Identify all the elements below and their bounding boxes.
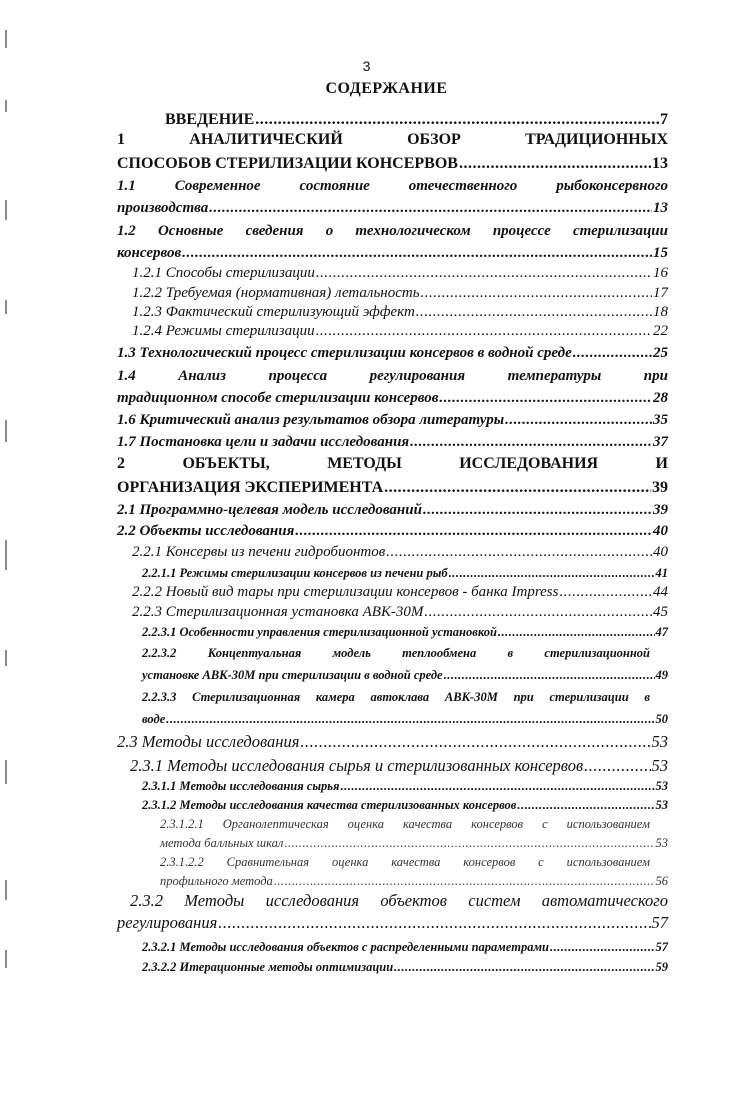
toc-entry-page: 53	[655, 836, 668, 850]
dot-leader	[274, 872, 655, 891]
dot-leader	[166, 708, 654, 730]
dot-leader	[416, 302, 652, 322]
dot-leader	[550, 936, 655, 958]
dot-leader	[295, 520, 652, 542]
toc-entry-title: 2.3.2.1 Методы исследования объектов с распределенными параметрами	[142, 940, 549, 954]
toc-entry-title: 2.3 Методы исследования	[117, 732, 300, 751]
dot-leader	[384, 476, 651, 500]
toc-entry[interactable]	[117, 365, 668, 409]
dot-leader	[498, 621, 655, 643]
toc-entry[interactable]	[132, 582, 668, 602]
toc-entry-title: 2.3.1 Методы исследования сырья и стерилизованных консервов	[130, 756, 584, 775]
toc-entry-title: 1.2.4 Режимы стерилизации	[132, 323, 315, 339]
toc-entry-title-line: 2.3.1.2.2 Сравнительная оценка качества консервов с использованием	[160, 855, 650, 869]
toc-entry-title-line: 2.2.3.2 Концептуальная модель теплообмена в стерилизационной	[142, 646, 650, 660]
toc-entry-page: 56	[655, 874, 668, 888]
dot-leader	[584, 755, 650, 777]
dot-leader	[459, 152, 651, 176]
toc-entry[interactable]	[117, 342, 668, 364]
toc-entry-title: воде	[142, 712, 166, 726]
page-number: 3	[362, 58, 371, 74]
toc-entry-page: 35	[653, 412, 668, 428]
toc-entry-page: 13	[652, 155, 668, 172]
toc-entry-title: установке АВК-30М при стерилизации в водной среде	[142, 668, 443, 682]
toc-entry[interactable]	[117, 520, 668, 542]
toc-entry-title: 1.6 Критический анализ результатов обзора литературы	[117, 412, 505, 428]
dot-leader	[559, 582, 652, 602]
dot-leader	[424, 602, 652, 622]
toc-entry[interactable]	[130, 755, 668, 777]
toc-entry-title: традиционном способе стерилизации консервов	[117, 390, 439, 406]
toc-entry[interactable]	[142, 956, 668, 978]
dot-leader	[505, 409, 652, 431]
toc-entry-page: 13	[653, 200, 668, 216]
toc-entry-title: ВВЕДЕНИЕ	[165, 111, 255, 128]
toc-entry-title: 2.2.3.1 Особенности управления стерилизационной установкой	[142, 625, 497, 639]
toc-entry-title: 2.2 Объекты исследования	[117, 523, 295, 539]
toc-entry-title: профильного метода	[160, 874, 273, 888]
toc-entry-title-line: 1 АНАЛИТИЧЕСКИЙ ОБЗОР ТРАДИЦИОННЫХ	[117, 131, 668, 148]
dot-leader	[316, 321, 652, 341]
dot-leader	[386, 542, 652, 562]
toc-entry-page: 40	[653, 523, 668, 539]
toc-entry-page: 39	[652, 479, 668, 496]
toc-entry-title-line: 2.3.1.2.1 Органолептическая оценка качества консервов с использованием	[160, 817, 650, 831]
toc-entry-title: 2.3.1.2 Методы исследования качества стерилизованных консервов	[142, 798, 517, 812]
toc-entry[interactable]	[142, 686, 668, 730]
toc-entry[interactable]	[132, 283, 668, 303]
dot-leader	[573, 342, 652, 364]
toc-entry-title: 2.2.1 Консервы из печени гидробионтов	[132, 544, 386, 560]
toc-entry[interactable]	[132, 542, 668, 562]
dot-leader	[423, 499, 652, 521]
scan-margin-marks	[2, 0, 12, 1000]
toc-entry[interactable]	[132, 602, 668, 622]
toc-entry-title: 1.2.2 Требуемая (нормативная) летальность	[132, 285, 420, 301]
toc-entry[interactable]	[142, 936, 668, 958]
toc-entry[interactable]	[117, 175, 668, 219]
toc-entry-page: 37	[653, 434, 668, 450]
dot-leader	[284, 834, 654, 853]
toc-entry-page: 57	[651, 913, 668, 932]
dot-leader	[517, 794, 654, 816]
toc-entry[interactable]	[142, 562, 668, 584]
toc-entry[interactable]	[117, 890, 668, 934]
dot-leader	[182, 242, 652, 264]
toc-entry-title: регулирования	[117, 913, 218, 932]
toc-entry-title: 1.2.1 Способы стерилизации	[132, 265, 315, 281]
toc-entry-title: метода балльных шкал	[160, 836, 284, 850]
toc-entry-title: 2.2.3 Стерилизационная установка АВК-30М	[132, 604, 424, 620]
toc-entry-title: консервов	[117, 245, 182, 261]
toc-entry[interactable]	[142, 621, 668, 643]
toc-entry-title: производства	[117, 200, 209, 216]
toc-title: СОДЕРЖАНИЕ	[325, 80, 448, 97]
toc-entry-title: ОРГАНИЗАЦИЯ ЭКСПЕРИМЕНТА	[117, 479, 384, 496]
toc-entry-title: 1.7 Постановка цели и задачи исследования	[117, 434, 410, 450]
dot-leader	[316, 263, 652, 283]
toc-entry-page: 22	[653, 323, 668, 339]
toc-entry-page: 53	[651, 732, 668, 751]
toc-entry-page: 16	[653, 265, 668, 281]
toc-entry-page: 44	[653, 584, 668, 600]
toc-entry-page: 41	[655, 566, 668, 580]
toc-entry[interactable]	[142, 642, 668, 686]
toc-entry-title-line: 2.2.3.3 Стерилизационная камера автоклава АВК-30М при стерилизации в	[142, 690, 650, 704]
toc-entry-title: 2.1 Программно-целевая модель исследований	[117, 502, 422, 518]
toc-entry[interactable]	[117, 731, 668, 753]
toc-entry-page: 7	[660, 111, 668, 128]
toc-entry[interactable]	[117, 220, 668, 264]
toc-entry-page: 53	[655, 798, 668, 812]
dot-leader	[394, 956, 654, 978]
toc-entry-page: 39	[653, 502, 668, 518]
dot-leader	[410, 431, 652, 453]
toc-entry-page: 53	[651, 756, 668, 775]
toc-entry-page: 17	[653, 285, 668, 301]
dot-leader	[449, 562, 655, 584]
toc-entry-title-line: 1.1 Современное состояние отечественного рыбоконсервного	[117, 178, 668, 194]
toc-entry-title-line: 2 ОБЪЕКТЫ, МЕТОДЫ ИССЛЕДОВАНИЯ И	[117, 455, 668, 472]
dot-leader	[421, 283, 652, 303]
toc-entry-page: 15	[653, 245, 668, 261]
toc-entry-page: 28	[653, 390, 668, 406]
toc-entry[interactable]	[117, 499, 668, 521]
toc-entry-page: 53	[655, 779, 668, 793]
toc-entry[interactable]	[132, 263, 668, 283]
toc-entry[interactable]	[132, 321, 668, 341]
toc-entry-page: 25	[653, 345, 668, 361]
toc-entry-page: 40	[653, 544, 668, 560]
dot-leader	[300, 731, 650, 753]
toc-entry[interactable]	[117, 431, 668, 453]
dot-leader	[444, 664, 655, 686]
toc-entry-title: СПОСОБОВ СТЕРИЛИЗАЦИИ КОНСЕРВОВ	[117, 155, 458, 172]
toc-entry-title: 2.2.1.1 Режимы стерилизации консервов из печени рыб	[142, 566, 448, 580]
toc-entry-title: 1.3 Технологический процесс стерилизации консервов в водной среде	[117, 345, 572, 361]
toc-entry-page: 47	[655, 625, 668, 639]
toc-entry-title: 2.3.1.1 Методы исследования сырья	[142, 779, 340, 793]
dot-leader	[218, 912, 650, 934]
toc-entry-title: 1.2.3 Фактический стерилизующий эффект	[132, 304, 415, 320]
toc-entry-title: 2.3.2.2 Итерационные методы оптимизации	[142, 960, 394, 974]
toc-entry[interactable]	[117, 409, 668, 431]
toc-entry[interactable]	[142, 794, 668, 816]
toc-entry-page: 50	[655, 712, 668, 726]
toc-entry-page: 49	[655, 668, 668, 682]
toc-entry[interactable]	[160, 853, 668, 891]
toc-entry-page: 59	[655, 960, 668, 974]
toc-entry-page: 45	[653, 604, 668, 620]
toc-entry-page: 18	[653, 304, 668, 320]
toc-entry[interactable]	[160, 815, 668, 853]
toc-entry-title-line: 1.2 Основные сведения о технологическом процессе стерилизации	[117, 223, 668, 239]
toc-entry[interactable]	[117, 452, 668, 500]
toc-entry[interactable]	[132, 302, 668, 322]
toc-entry-title-line: 2.3.2 Методы исследования объектов систем автоматического	[130, 891, 668, 910]
toc-entry[interactable]	[117, 128, 668, 176]
toc-entry-page: 57	[655, 940, 668, 954]
dot-leader	[439, 387, 652, 409]
toc-entry-title-line: 1.4 Анализ процесса регулирования температуры при	[117, 368, 668, 384]
toc-entry-title: 2.2.2 Новый вид тары при стерилизации консервов - банка Impress	[132, 584, 559, 600]
dot-leader	[209, 197, 652, 219]
